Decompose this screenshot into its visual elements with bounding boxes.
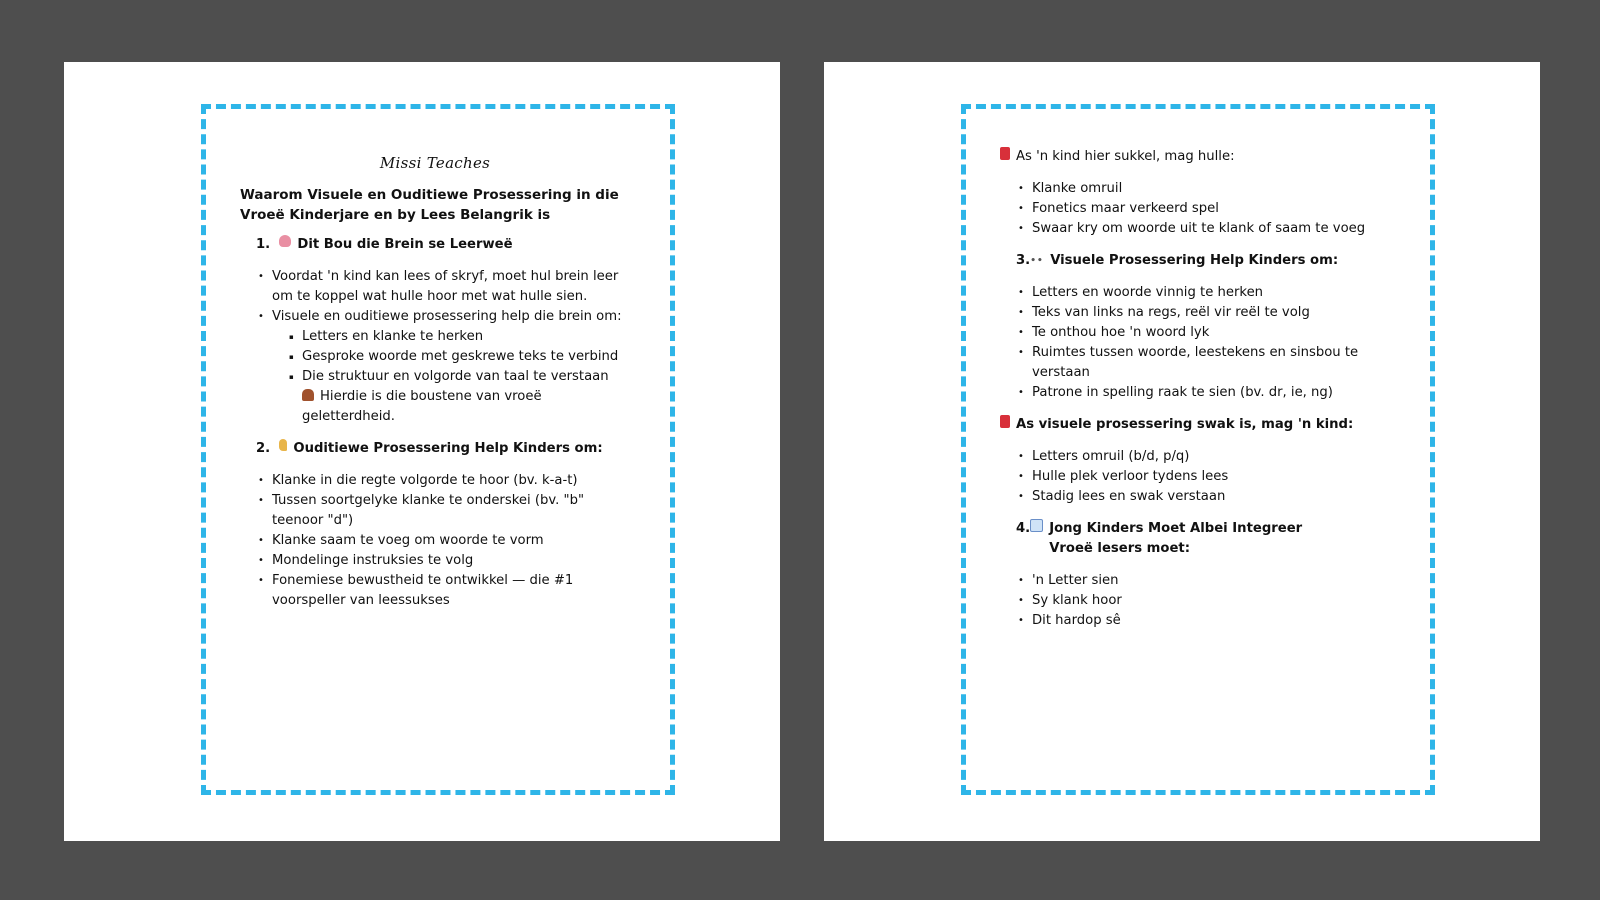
- list-item: • Swaar kry om woorde uit te klank of saam te voeg: [1000, 219, 1390, 239]
- list-item: • Fonetics maar verkeerd spel: [1000, 199, 1390, 219]
- section-number: 4.: [1016, 521, 1031, 536]
- list-item: • 'n Letter sien: [1000, 571, 1390, 591]
- eyes-icon: ••: [1030, 256, 1044, 266]
- list-item: • Teks van links na regs, reël vir reël te volg: [1000, 303, 1390, 323]
- list-item: • Dit hardop sê: [1000, 611, 1390, 631]
- list-item-text: Visuele en ouditiewe prosessering help die brein om:: [272, 309, 622, 324]
- list-item: • Fonemiese bewustheid te ontwikkel — die #1 voorspeller van leessukses: [240, 571, 630, 611]
- section-title-block: [1049, 519, 1302, 559]
- dashed-border-frame: [961, 104, 1435, 795]
- list-item: • Klanke saam te voeg om woorde te vorm: [240, 531, 630, 551]
- section-title: Jong Kinders Moet Albei Integreer: [1049, 521, 1303, 536]
- sub-list-item: ▪ Letters en klanke te herken: [240, 327, 630, 347]
- list-item: • Stadig lees en swak verstaan: [1000, 487, 1390, 507]
- section-number: 3.: [1016, 253, 1031, 268]
- list-item: • Hulle plek verloor tydens lees: [1000, 467, 1390, 487]
- section-title: Dit Bou die Brein se Leerweë: [297, 237, 513, 252]
- section-subtitle: Vroeë lesers moet:: [1049, 541, 1190, 556]
- section-1-heading: [240, 235, 630, 255]
- sub-list-item: ▪ Gesproke woorde met geskrewe teks te verbind: [240, 347, 630, 367]
- section-1-note: [240, 387, 630, 427]
- list-item: • Letters omruil (b/d, p/q): [1000, 447, 1390, 467]
- section-number: 2.: [256, 441, 271, 456]
- warning-1-list: [1000, 179, 1390, 239]
- warning-2-heading: [1000, 415, 1390, 435]
- section-title: Ouditiewe Prosessering Help Kinders om:: [293, 441, 603, 456]
- list-item: [240, 307, 630, 327]
- warning-text: As 'n kind hier sukkel, mag hulle:: [1016, 149, 1235, 164]
- section-1-sublist: [240, 327, 630, 387]
- rock-icon: [302, 389, 314, 401]
- list-item: • Te onthou hoe 'n woord lyk: [1000, 323, 1390, 343]
- warning-1-heading: [1000, 147, 1390, 167]
- section-4-heading: [1000, 519, 1390, 559]
- ear-icon: [279, 439, 287, 451]
- list-item: • Klanke in die regte volgorde te hoor (bv. k-a-t): [240, 471, 630, 491]
- document-heading: Waarom Visuele en Ouditiewe Prosessering in die Vroeë Kinderjare en by Lees Belangrik is: [240, 187, 619, 223]
- list-item: • Klanke omruil: [1000, 179, 1390, 199]
- list-item: • Mondelinge instruksies te volg: [240, 551, 630, 571]
- page-content: [240, 153, 630, 623]
- section-number: 1.: [256, 237, 271, 252]
- cycle-icon: [1030, 519, 1043, 532]
- note-text: Hierdie is die boustene van vroeë geletterdheid.: [302, 389, 542, 424]
- book-icon: [1000, 147, 1010, 160]
- section-title: Visuele Prosessering Help Kinders om:: [1050, 253, 1339, 268]
- document-page-left: [64, 62, 780, 841]
- sub-list-item: ▪ Die struktuur en volgorde van taal te verstaan: [240, 367, 630, 387]
- section-1-list: [240, 267, 630, 327]
- page-title: Missi Teaches: [379, 154, 491, 172]
- section-2-list: [240, 471, 630, 611]
- warning-2-list: [1000, 447, 1390, 507]
- section-4-list: [1000, 571, 1390, 631]
- warning-text: As visuele prosessering swak is, mag 'n kind:: [1016, 417, 1354, 432]
- book-icon: [1000, 415, 1010, 428]
- dashed-border-frame: [201, 104, 675, 795]
- list-item: • Voordat 'n kind kan lees of skryf, moet hul brein leer om te koppel wat hulle hoor met wat hulle sien.: [240, 267, 630, 307]
- section-3-list: [1000, 283, 1390, 403]
- document-page-right: [824, 62, 1540, 841]
- list-item: • Ruimtes tussen woorde, leestekens en sinsbou te verstaan: [1000, 343, 1390, 383]
- list-item: • Tussen soortgelyke klanke te onderskei (bv. "b" teenoor "d"): [240, 491, 630, 531]
- list-item: • Sy klank hoor: [1000, 591, 1390, 611]
- section-2-heading: [240, 439, 630, 459]
- section-3-heading: [1000, 251, 1390, 271]
- list-item: • Patrone in spelling raak te sien (bv. dr, ie, ng): [1000, 383, 1390, 403]
- brain-icon: [279, 235, 291, 247]
- page-content: [1000, 147, 1390, 643]
- list-item: • Letters en woorde vinnig te herken: [1000, 283, 1390, 303]
